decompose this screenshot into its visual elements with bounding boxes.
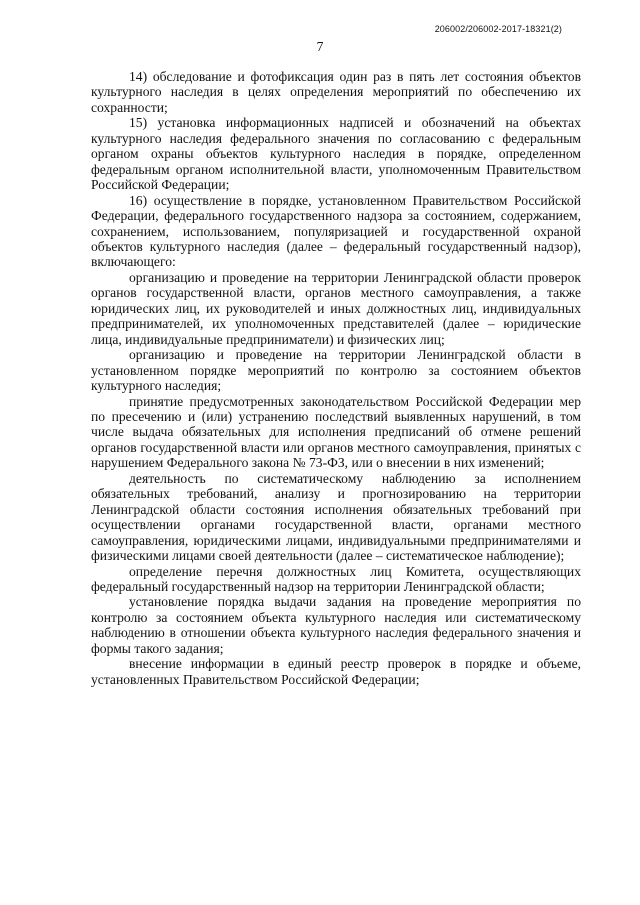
paragraph-task-procedure: установление порядка выдачи задания на проведение мероприятия по контролю за состоянием объекта культурного наследия или систематическому наблюдению в отношении объекта культурного наследия федерального значения и формы такого задания; <box>91 594 581 656</box>
paragraph-item-16: 16) осуществление в порядке, установленном Правительством Российской Федерации, федерального государственного надзора за состоянием, содержанием, сохранением, использованием, популяризацией и государственной охраной объектов культурного наследия (далее – федеральный государственный надзор), включающего: <box>91 192 581 270</box>
paragraph-control-measures: организацию и проведение на территории Ленинградской области в установленном порядке мероприятий по контролю за состоянием объектов культурного наследия; <box>91 347 581 394</box>
page-number: 7 <box>316 39 324 54</box>
paragraph-item-14: 14) обследование и фотофиксация один раз в пять лет состояния объектов культурного наследия в целях определения мероприятий по обеспечению их сохранности; <box>91 69 581 115</box>
paragraph-inspections: организацию и проведение на территории Ленинградской области проверок органов государственной власти, органов местного самоуправления, а также юридических лиц, их руководителей и иных должностных лиц, индивидуальных предпринимателей, их уполномоченных представителей (далее – юридические лица, индивидуальные предприниматели) и физических лиц; <box>91 269 581 347</box>
paragraph-officials-list: определение перечня должностных лиц Комитета, осуществляющих федеральный государственный надзор на территории Ленинградской области; <box>91 563 581 594</box>
document-registration-number: 206002/206002-2017-18321(2) <box>434 24 562 34</box>
paragraph-item-15: 15) установка информационных надписей и обозначений на объектах культурного наследия федерального значения по согласованию с федеральным органом охраны объектов культурного наследия в порядке, определенном федеральным органом исполнительной власти, уполномоченным Правительством Российской Федерации; <box>91 115 581 193</box>
paragraph-systematic-observation: деятельность по систематическому наблюдению за исполнением обязательных требований, анализу и прогнозированию на территории Ленинградской области состояния исполнения обязательных требований при осуществлении органами государственной власти, органами местного самоуправления, юридическими лицами, индивидуальными предпринимателями и физическими лицами своей деятельности (далее – систематическое наблюдение); <box>91 470 581 564</box>
document-body <box>91 69 581 687</box>
paragraph-inspection-registry: внесение информации в единый реестр проверок в порядке и объеме, установленных Правительством Российской Федерации; <box>91 656 581 687</box>
paragraph-violation-measures: принятие предусмотренных законодательством Российской Федерации мер по пресечению и (или) устранению последствий выявленных нарушений, в том числе выдача обязательных для исполнения предписаний об отмене решений органов государственной власти или органов местного самоуправления, принятых с нарушением Федерального закона № 73-ФЗ, или о внесении в них изменений; <box>91 393 581 471</box>
